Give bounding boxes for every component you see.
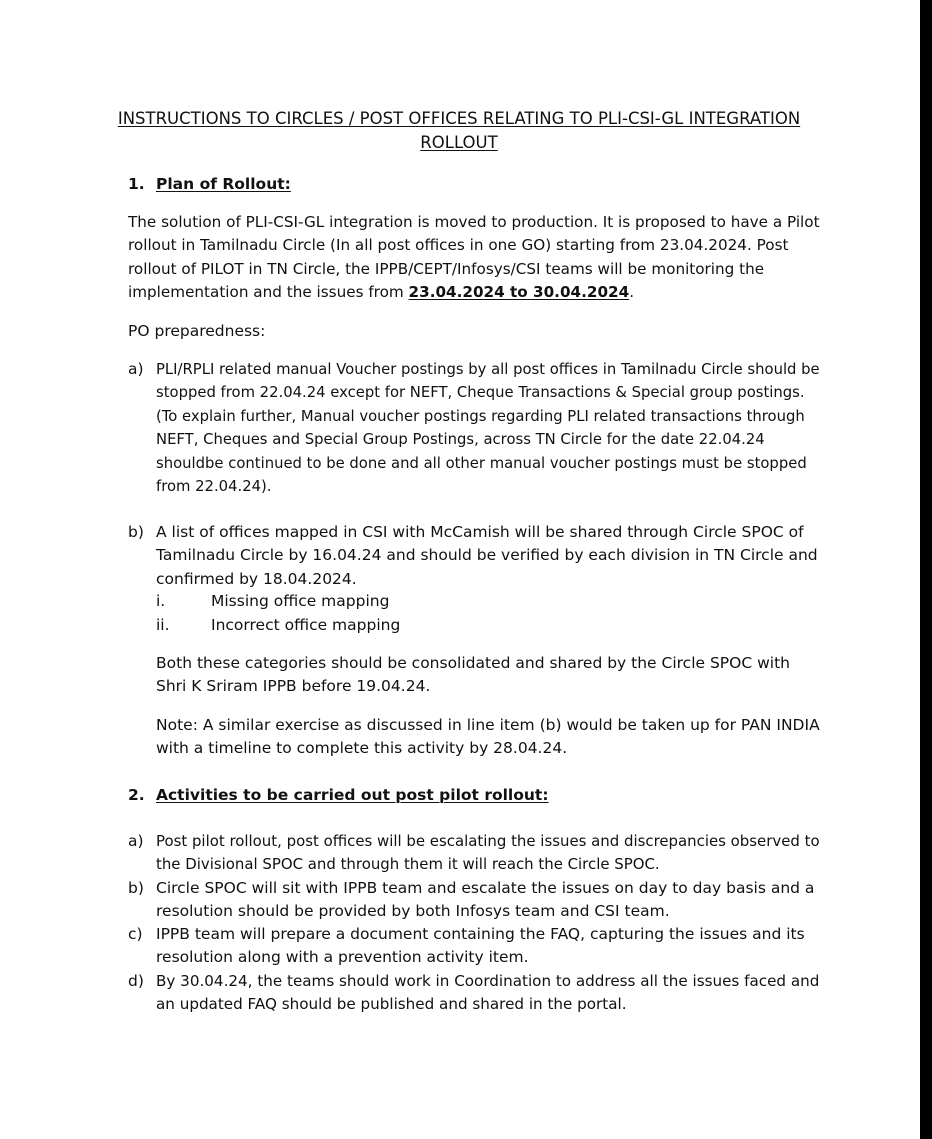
activity-line: IPPB team will prepare a document containing the FAQ, capturing the issues and its bbox=[156, 925, 805, 943]
po-preparedness-label: PO preparedness: bbox=[128, 322, 266, 340]
note-line: Note: A similar exercise as discussed in line item (b) would be taken up for PAN INDIA bbox=[156, 716, 820, 734]
activity-line: the Divisional SPOC and through them it will reach the Circle SPOC. bbox=[156, 855, 660, 874]
item-a-line: from 22.04.24). bbox=[156, 478, 272, 496]
intro-text: implementation and the issues from bbox=[128, 283, 409, 302]
section-2-heading: Activities to be carried out post pilot rollout: bbox=[156, 786, 549, 804]
intro-line-last bbox=[128, 281, 820, 304]
activity-b-text bbox=[156, 877, 814, 924]
subitem-ii-text: Incorrect office mapping bbox=[211, 616, 401, 634]
consolidation-paragraph bbox=[156, 652, 790, 699]
subitem-i-marker: i. bbox=[156, 592, 166, 610]
intro-line: The solution of PLI-CSI-GL integration is moved to production. It is proposed to have a Pilot bbox=[128, 213, 820, 231]
activity-a-text bbox=[156, 830, 820, 877]
note-paragraph bbox=[156, 714, 820, 761]
document-title-line-1: INSTRUCTIONS TO CIRCLES / POST OFFICES RELATING TO PLI-CSI-GL INTEGRATION bbox=[117, 109, 801, 128]
intro-line: rollout in Tamilnadu Circle (In all post offices in one GO) starting from 23.04.2024. Post bbox=[128, 236, 789, 255]
section-2-number: 2. bbox=[128, 786, 145, 804]
activity-line: resolution along with a prevention activity item. bbox=[156, 948, 529, 967]
note-line: with a timeline to complete this activity by 28.04.24. bbox=[156, 739, 568, 758]
activity-d-text bbox=[156, 970, 819, 1017]
item-a-line: PLI/RPLI related manual Voucher postings by all post offices in Tamilnadu Circle should be bbox=[156, 361, 820, 378]
activity-c-text bbox=[156, 923, 805, 970]
item-b-line: confirmed by 18.04.2024. bbox=[156, 569, 357, 588]
activity-line: Circle SPOC will sit with IPPB team and escalate the issues on day to day basis and a bbox=[156, 879, 815, 897]
section-1-intro bbox=[128, 211, 820, 305]
consolidation-line: Both these categories should be consolidated and shared by the Circle SPOC with bbox=[156, 654, 790, 672]
item-a-line: (To explain further, Manual voucher postings regarding PLI related transactions through bbox=[156, 407, 805, 425]
item-b-text bbox=[156, 521, 818, 591]
activity-line: By 30.04.24, the teams should work in Coordination to address all the issues faced and bbox=[156, 972, 820, 990]
section-1-number: 1. bbox=[128, 175, 145, 193]
item-b-line: A list of offices mapped in CSI with McCamish will be shared through Circle SPOC of bbox=[156, 523, 804, 541]
item-a-line: shouldbe continued to be done and all other manual voucher postings must be stopped bbox=[156, 454, 807, 472]
activity-c-marker: c) bbox=[128, 925, 143, 943]
subitem-ii-marker: ii. bbox=[156, 616, 170, 634]
section-1-heading: Plan of Rollout: bbox=[156, 175, 291, 193]
item-b-marker: b) bbox=[128, 523, 144, 541]
intro-line: rollout of PILOT in TN Circle, the IPPB/CEPT/Infosys/CSI teams will be monitoring the bbox=[128, 259, 765, 278]
intro-period: . bbox=[629, 283, 635, 302]
consolidation-line: Shri K Sriram IPPB before 19.04.24. bbox=[156, 677, 431, 696]
activity-a-marker: a) bbox=[128, 832, 144, 850]
activity-line: an updated FAQ should be published and shared in the portal. bbox=[156, 995, 627, 1014]
activity-d-marker: d) bbox=[128, 972, 144, 990]
document-title-line-2: ROLLOUT bbox=[420, 133, 498, 152]
activity-b-marker: b) bbox=[128, 879, 144, 897]
item-a-marker: a) bbox=[128, 360, 144, 378]
monitoring-dates: 23.04.2024 to 30.04.2024 bbox=[408, 283, 630, 302]
activity-line: resolution should be provided by both Infosys team and CSI team. bbox=[156, 902, 670, 921]
subitem-i-text: Missing office mapping bbox=[211, 592, 390, 610]
item-a-line: NEFT, Cheques and Special Group Postings, across TN Circle for the date 22.04.24 bbox=[156, 431, 765, 449]
item-a-text bbox=[156, 358, 820, 498]
item-a-line: stopped from 22.04.24 except for NEFT, Cheque Transactions & Special group postings. bbox=[156, 384, 805, 402]
activity-line: Post pilot rollout, post offices will be escalating the issues and discrepancies observed to bbox=[156, 832, 820, 850]
item-b-line: Tamilnadu Circle by 16.04.24 and should be verified by each division in TN Circle and bbox=[156, 546, 818, 565]
